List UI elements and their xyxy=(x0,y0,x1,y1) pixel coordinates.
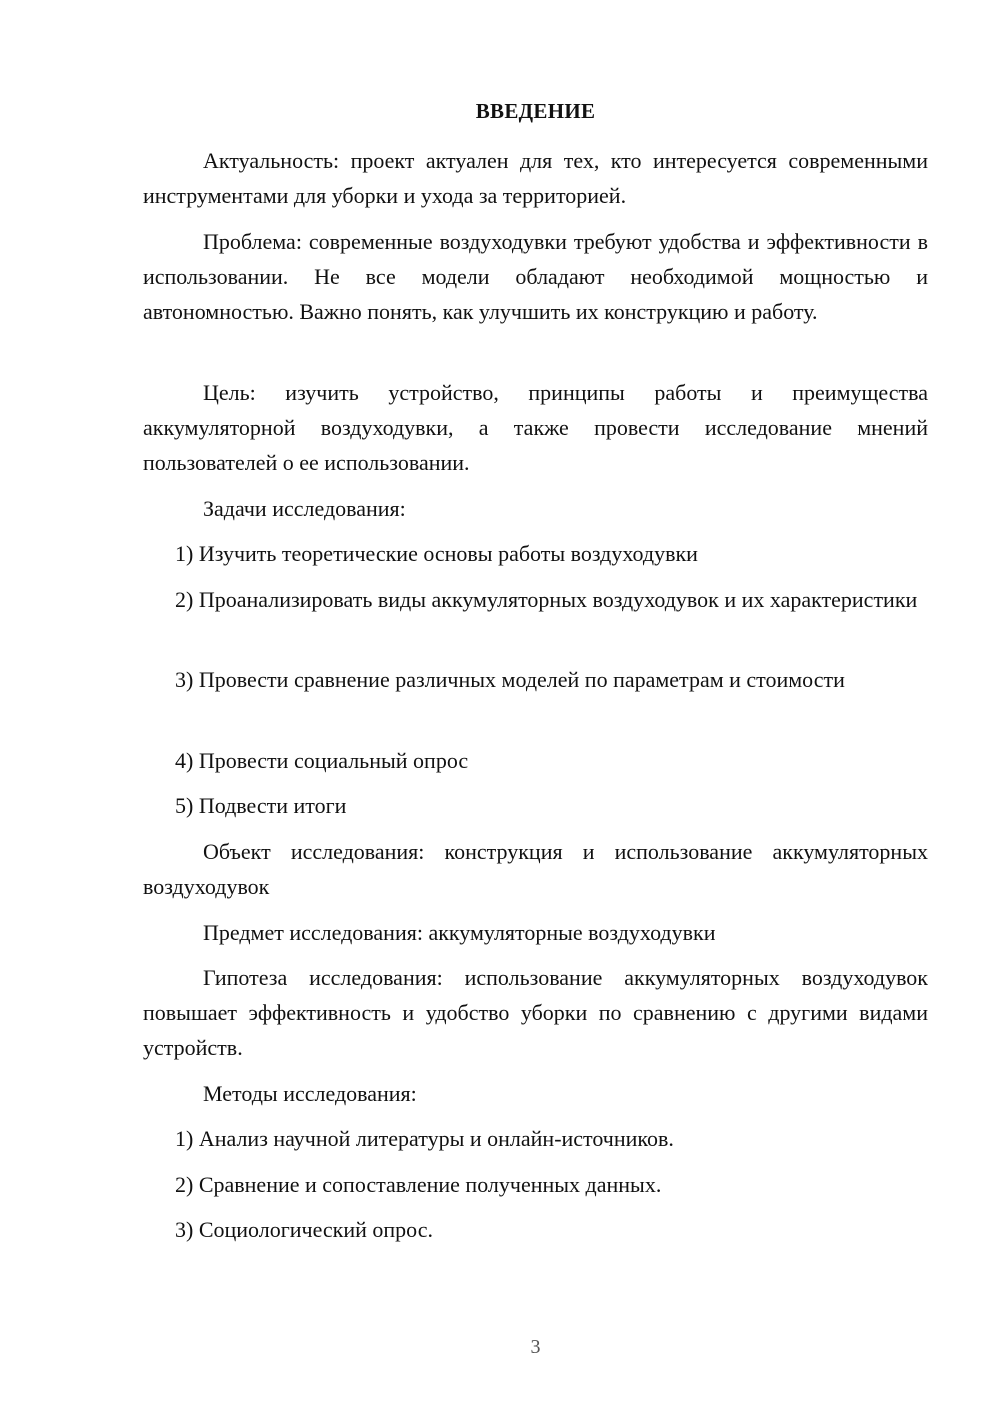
object-paragraph: Объект исследования: конструкция и использование аккумуляторных воздуходувок xyxy=(143,839,928,899)
task-item: 2) Проанализировать виды аккумуляторных воздуходувок и их характеристики xyxy=(175,587,918,612)
methods-heading: Методы исследования: xyxy=(203,1081,417,1106)
method-item: 3) Социологический опрос. xyxy=(175,1217,433,1242)
goal-paragraph: Цель: изучить устройство, принципы работы и преимущества аккумуляторной воздуходувки, а также провести исследование мнений пользователей о ее использовании. xyxy=(143,380,928,475)
hypothesis-paragraph: Гипотеза исследования: использование аккумуляторных воздуходувок повышает эффективность и удобство уборки по сравнению с другими видами устройств. xyxy=(143,965,928,1060)
task-item: 4) Провести социальный опрос xyxy=(175,748,469,773)
relevance-paragraph: Актуальность: проект актуален для тех, кто интересуется современными инструментами для уборки и ухода за территорией. xyxy=(143,148,928,208)
problem-paragraph: Проблема: современные воздуходувки требуют удобства и эффективности в использовании. Не все модели обладают необходимой мощностью и автономностью. Важно понять, как улучшить их конструкцию и работу. xyxy=(143,229,928,324)
page-number: 3 xyxy=(530,1336,541,1358)
method-item: 2) Сравнение и сопоставление полученных данных. xyxy=(175,1172,662,1197)
tasks-heading: Задачи исследования: xyxy=(203,496,406,521)
task-item: 1) Изучить теоретические основы работы воздуходувки xyxy=(175,541,698,566)
subject-paragraph: Предмет исследования: аккумуляторные воздуходувки xyxy=(203,920,716,945)
task-item: 5) Подвести итоги xyxy=(175,793,347,818)
document-page xyxy=(143,0,928,1414)
method-item: 1) Анализ научной литературы и онлайн-источников. xyxy=(175,1126,674,1151)
task-item: 3) Провести сравнение различных моделей по параметрам и стоимости xyxy=(175,667,845,692)
page-title: ВВЕДЕНИЕ xyxy=(475,99,596,123)
